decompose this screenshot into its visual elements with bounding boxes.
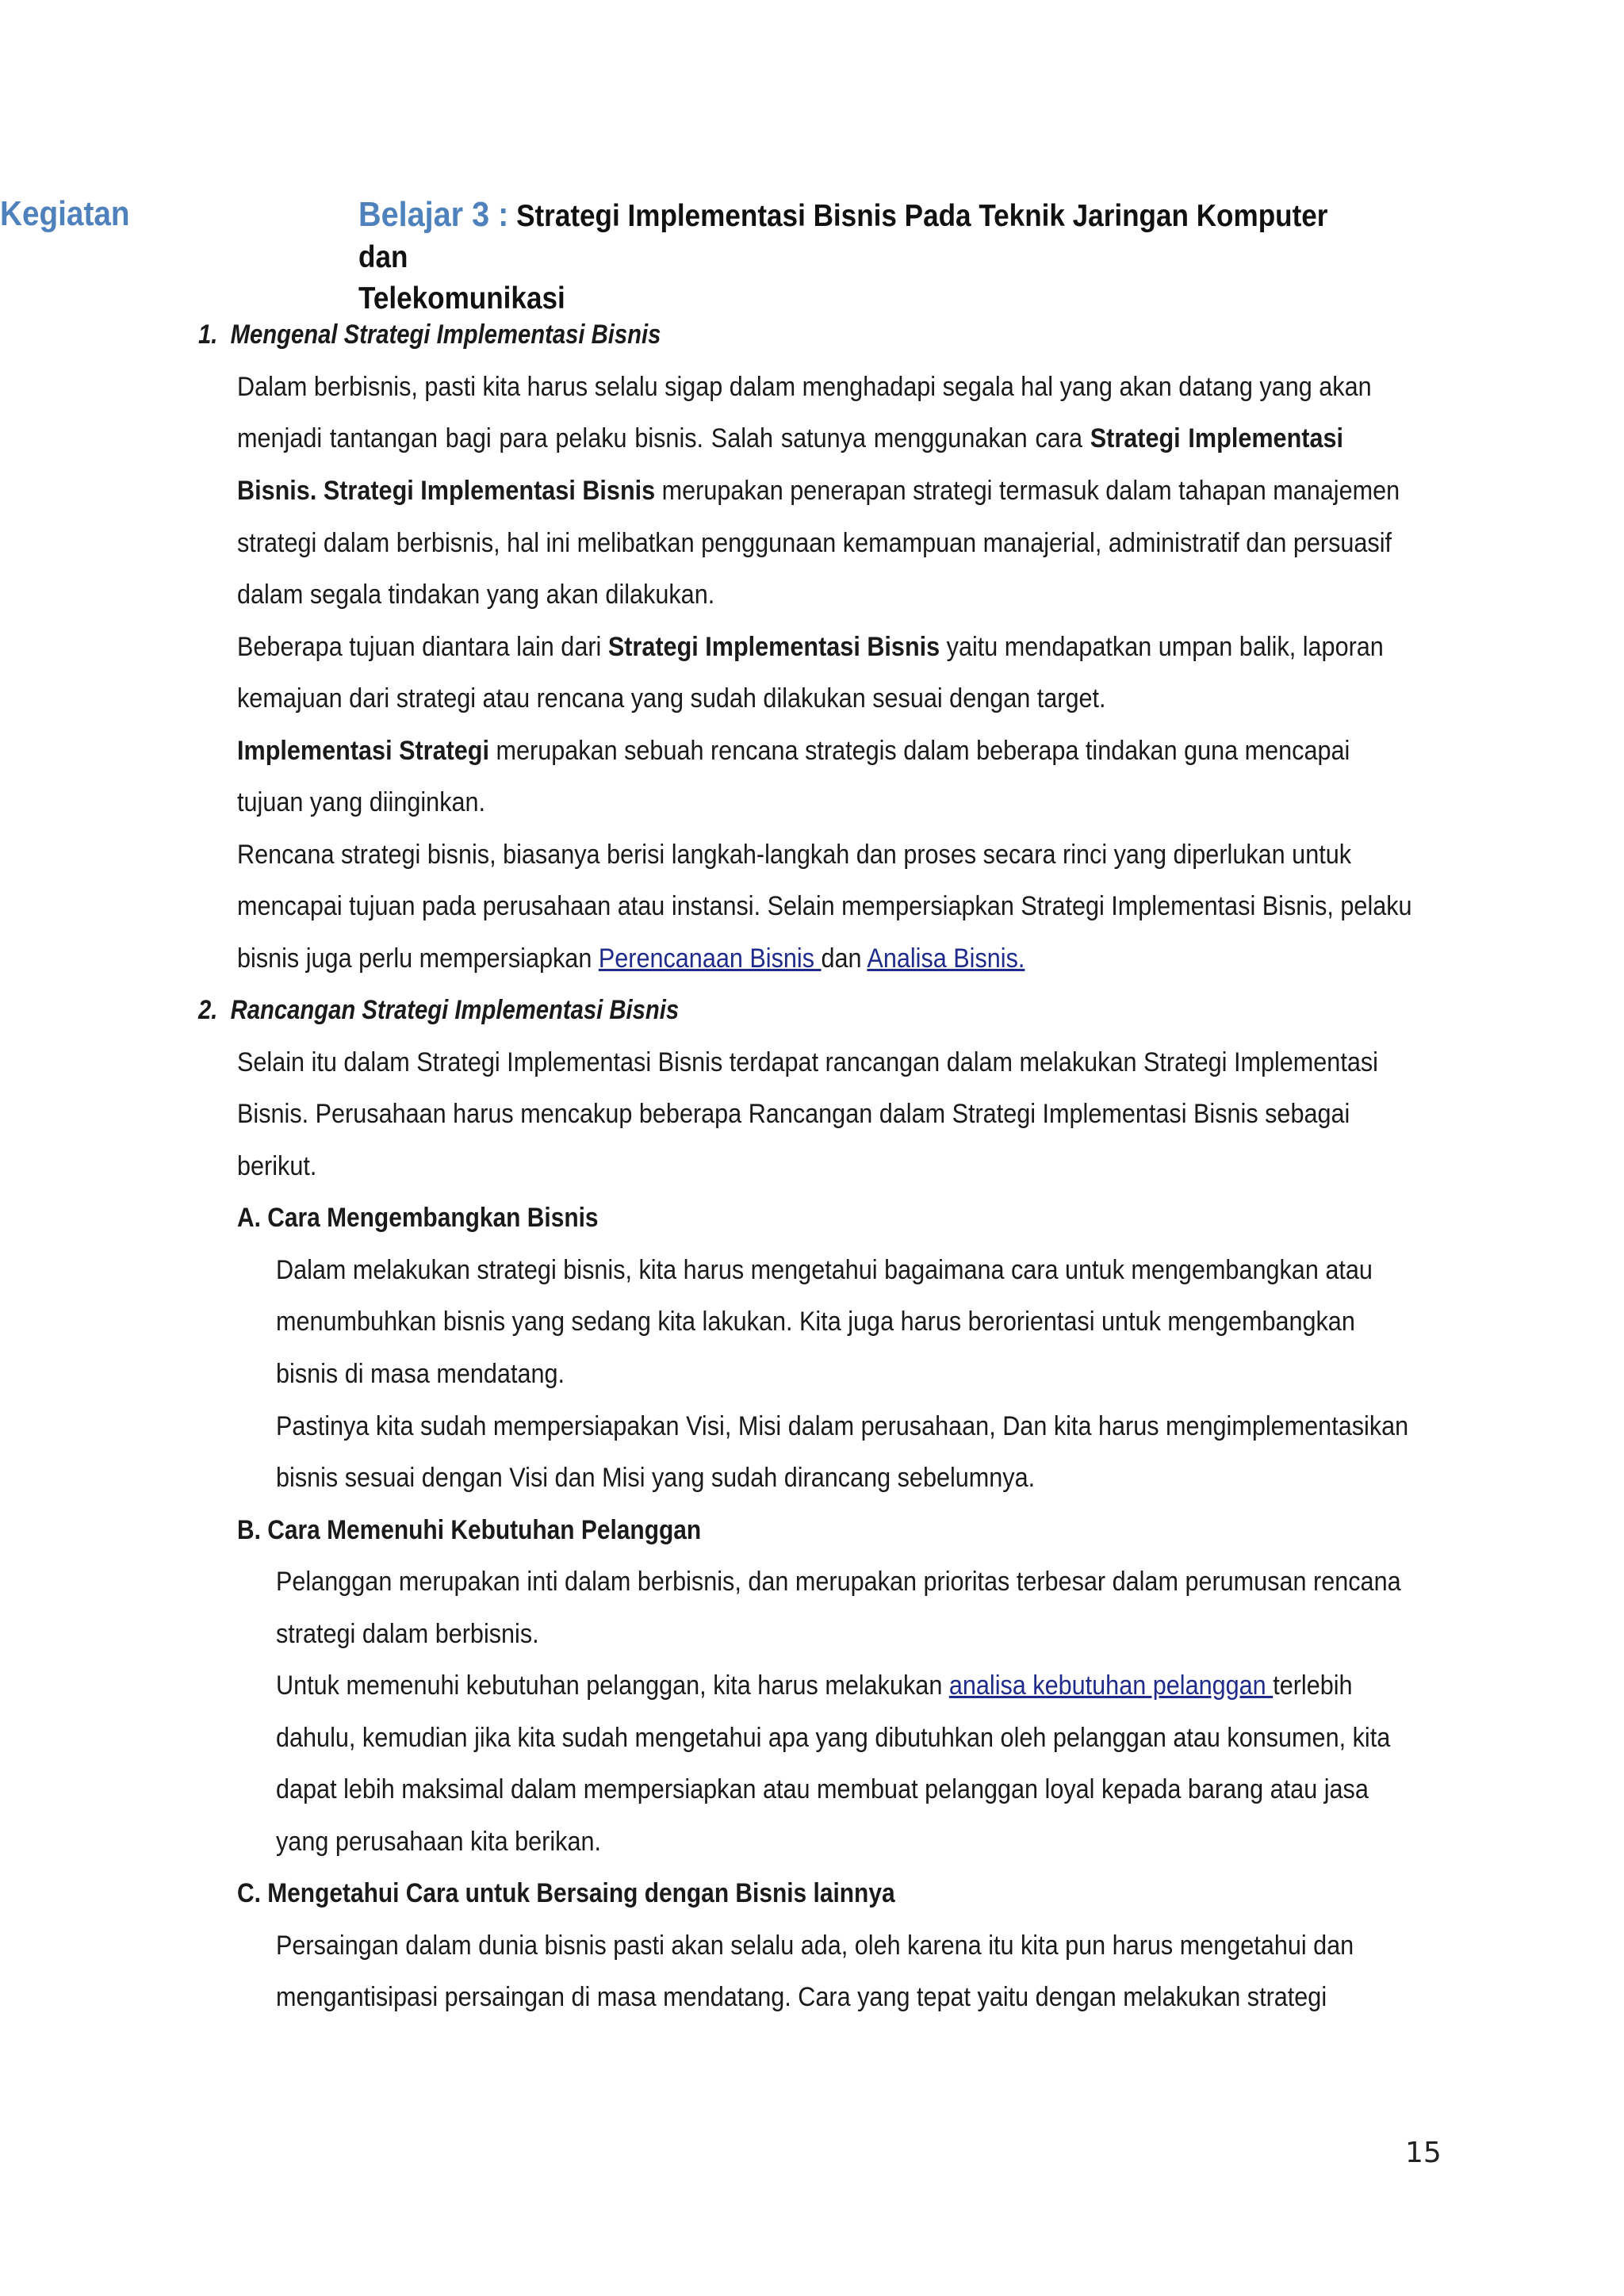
belajar-label: Belajar 3 : [358,195,509,234]
paragraph-line: mengantisipasi persaingan di masa mendatang. Cara yang tepat yaitu dengan melakukan strategi [276,1982,1327,2012]
link-analisa-kebutuhan-pelanggan[interactable]: analisa kebutuhan pelanggan [948,1670,1274,1701]
paragraph-line [237,423,1343,454]
paragraph-line: Pelanggan merupakan inti dalam berbisnis, dan merupakan prioritas terbesar dalam perumusan rencana [276,1567,1401,1597]
section-1-number: 1. [198,320,218,350]
paragraph-line: Persaingan dalam dunia bisnis pasti akan selalu ada, oleh karena itu kita pun harus mengetahui dan [276,1931,1354,1961]
paragraph-line: mencapai tujuan pada perusahaan atau instansi. Selain mempersiapkan Strategi Implementasi Bisnis, pelaku [237,891,1412,921]
bold-run: Strategi Implementasi [1090,423,1343,453]
paragraph-line: dahulu, kemudian jika kita sudah mengetahui apa yang dibutuhkan oleh pelanggan atau konsumen, kita [276,1723,1391,1753]
paragraph-line: Selain itu dalam Strategi Implementasi Bisnis terdapat rancangan dalam melakukan Strategi Implementasi [237,1047,1378,1077]
paragraph-line: kemajuan dari strategi atau rencana yang sudah dilakukan sesuai dengan target. [237,683,1106,714]
page-title [358,194,1343,320]
page-number: 15 [1405,2137,1442,2169]
title-text-1: Strategi Implementasi Bisnis Pada Teknik Jaringan Komputer dan [358,199,1328,274]
text-run: merupakan penerapan strategi termasuk dalam tahapan manajemen [655,476,1400,506]
section-2-title: Rancangan Strategi Implementasi Bisnis [230,995,680,1025]
paragraph-line: Dalam berbisnis, pasti kita harus selalu sigap dalam menghadapi segala hal yang akan datang yang akan [237,372,1372,402]
paragraph-line: Dalam melakukan strategi bisnis, kita harus mengetahui bagaimana cara untuk mengembangkan atau [276,1255,1373,1285]
subheading-a: A. Cara Mengembangkan Bisnis [237,1203,599,1233]
paragraph-line: tujuan yang diinginkan. [237,787,486,817]
subheading-b: B. Cara Memenuhi Kebutuhan Pelanggan [237,1515,702,1545]
paragraph-line: dapat lebih maksimal dalam mempersiapkan atau membuat pelanggan loyal kepada barang atau jasa [276,1774,1369,1804]
paragraph-line: strategi dalam berbisnis. [276,1619,539,1649]
title-text-2: Telekomunikasi [358,281,565,316]
paragraph-line [237,632,1384,663]
paragraph-line [237,736,1350,767]
section-2-heading [198,995,679,1026]
paragraph-line: Rencana strategi bisnis, biasanya berisi langkah-langkah dan proses secara rinci yang diperlukan untuk [237,840,1352,870]
text-run: bisnis juga perlu mempersiapkan [237,943,599,974]
paragraph-line: berikut. [237,1151,317,1181]
section-2-number: 2. [198,995,218,1025]
paragraph-line [276,1670,1353,1701]
subheading-c: C. Mengetahui Cara untuk Bersaing dengan Bisnis lainnya [237,1878,895,1908]
paragraph-line: bisnis sesuai dengan Visi dan Misi yang sudah dirancang sebelumnya. [276,1463,1036,1493]
text-run: terlebih [1273,1670,1353,1701]
section-1-heading [198,320,661,350]
paragraph-line: Bisnis. Perusahaan harus mencakup beberapa Rancangan dalam Strategi Implementasi Bisnis sebagai [237,1099,1350,1129]
text-run: dan [821,943,868,974]
bold-run: Strategi Implementasi Bisnis [607,632,940,662]
kegiatan-label: Kegiatan [0,194,130,233]
paragraph-line: strategi dalam berbisnis, hal ini melibatkan penggunaan kemampuan manajerial, administratif dan persuasif [237,528,1392,558]
paragraph-line [237,476,1400,507]
link-analisa-bisnis[interactable]: Analisa Bisnis. [867,943,1025,974]
text-run: yaitu mendapatkan umpan balik, laporan [940,632,1384,662]
bold-run: Bisnis. Strategi Implementasi Bisnis [237,476,656,506]
link-perencanaan-bisnis[interactable]: Perencanaan Bisnis [598,943,822,974]
section-1-title: Mengenal Strategi Implementasi Bisnis [230,320,661,350]
text-run: merupakan sebuah rencana strategis dalam beberapa tindakan guna mencapai [489,736,1350,766]
title-line-1 [358,194,1343,278]
text-run: menjadi tantangan bagi para pelaku bisnis. Salah satunya menggunakan cara [237,423,1090,453]
paragraph-line [237,943,1025,974]
bold-run: Implementasi Strategi [237,736,490,766]
text-run: Beberapa tujuan diantara lain dari [237,632,608,662]
paragraph-line: Pastinya kita sudah mempersiapakan Visi, Misi dalam perusahaan, Dan kita harus mengimplementasikan [276,1411,1409,1441]
paragraph-line: yang perusahaan kita berikan. [276,1827,601,1857]
paragraph-line: dalam segala tindakan yang akan dilakukan. [237,580,715,610]
paragraph-line: menumbuhkan bisnis yang sedang kita lakukan. Kita juga harus berorientasi untuk mengembangkan [276,1307,1355,1337]
paragraph-line: bisnis di masa mendatang. [276,1359,565,1389]
text-run: Untuk memenuhi kebutuhan pelanggan, kita harus melakukan [276,1670,949,1701]
